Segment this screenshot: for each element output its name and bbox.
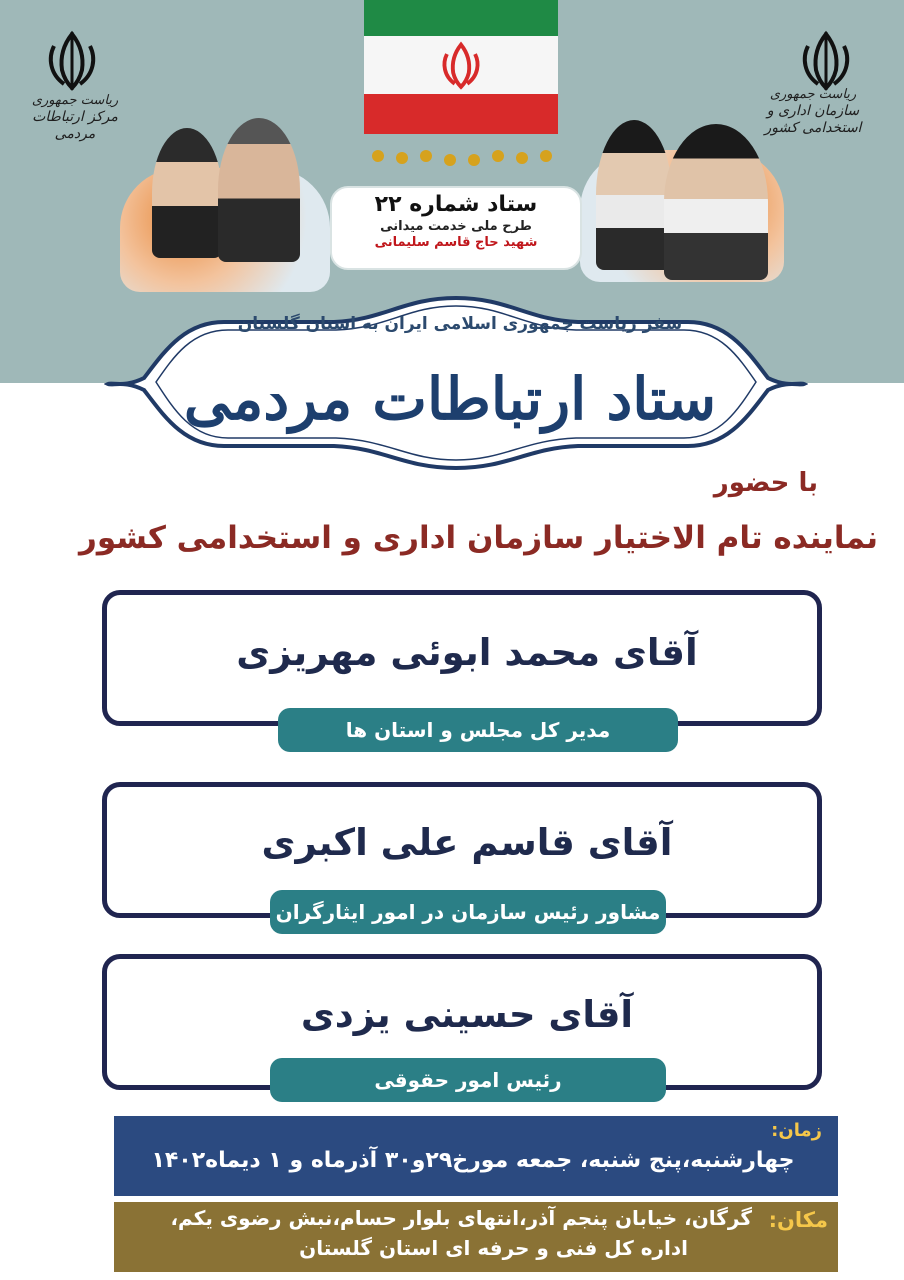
staff-martyr: شهید حاج قاسم سلیمانی	[374, 235, 538, 250]
banner-subtitle: سفر ریاست جمهوری اسلامی ایران به استان گلستان	[237, 314, 683, 334]
iran-emblem-icon	[796, 28, 856, 92]
place-box	[114, 1202, 838, 1272]
staff-subtitle: طرح ملی خدمت میدانی	[380, 219, 532, 234]
person-role-2: مشاور رئیس سازمان در امور ایثارگران	[270, 890, 666, 934]
person-card-1	[102, 590, 822, 726]
representative-title: نماینده تام الاختیار سازمان اداری و استخدامی کشور	[79, 520, 878, 556]
iran-emblem-icon	[42, 28, 102, 92]
place-label: مکان:	[768, 1208, 828, 1232]
person-name-3: آقای حسینی یزدی	[300, 993, 634, 1036]
portrait-right-1	[596, 120, 672, 270]
person-name-1: آقای محمد ابوئی مهریزی	[236, 631, 698, 674]
time-text: چهارشنبه،پنج شنبه، جمعه مورخ۲۹و۳۰ آذرماه و ۱ دیماه۱۴۰۲	[151, 1148, 795, 1173]
flag-tassels	[364, 134, 558, 174]
presence-heading: با حضور	[713, 468, 818, 498]
flag-emblem-icon	[434, 40, 488, 90]
time-box	[114, 1116, 838, 1196]
left-logo-text	[10, 92, 140, 143]
place-line-1: گرگان، خیابان پنجم آذر،انتهای بلوار حسام،نبش رضوی یکم،	[170, 1206, 752, 1230]
iran-flag	[364, 0, 558, 140]
portrait-left-2	[218, 118, 300, 262]
right-logo-line2: سازمان اداری و استخدامی کشور	[764, 103, 862, 136]
left-logo-line2: مرکز ارتباطات مردمی	[32, 109, 118, 142]
person-role-1: مدیر کل مجلس و استان ها	[278, 708, 678, 752]
banner-title: ستاد ارتباطات مردمی	[183, 365, 717, 433]
time-label: زمان:	[771, 1120, 822, 1141]
portrait-right-2	[664, 124, 768, 280]
portrait-left-1	[152, 128, 222, 258]
place-line-2: اداره کل فنی و حرفه ای استان گلستان	[299, 1236, 688, 1260]
staff-title: ستاد شماره ۲۲	[374, 192, 538, 217]
staff-number-box	[330, 186, 582, 270]
person-role-3: رئیس امور حقوقی	[270, 1058, 666, 1102]
person-name-2: آقای قاسم علی اکبری	[261, 821, 673, 864]
right-logo-text	[738, 86, 888, 137]
right-logo-line1: ریاست جمهوری	[769, 87, 857, 102]
left-logo-line1: ریاست جمهوری	[31, 93, 119, 108]
